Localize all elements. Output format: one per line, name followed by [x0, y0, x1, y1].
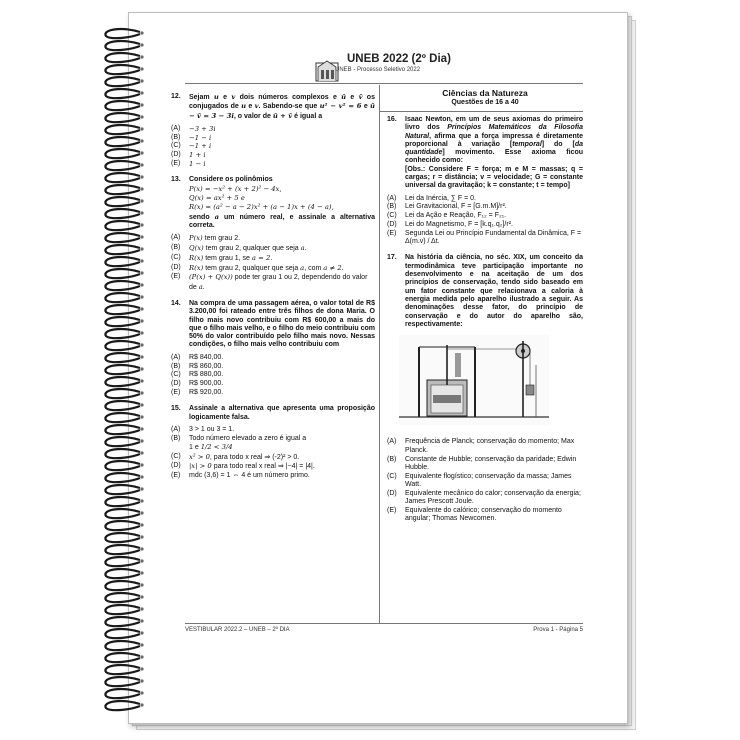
question-text: Na compra de uma passagem aérea, o valor total de R$ 3.200,00 foi rateado entre três filhos de dona Maria. O filho mais novo contribuiu com R$ 600,00 a mais do que o filho mais velho, e o filho do meio contribuiu com 50% do valor contribuído pelo filho mais novo. Nessas condições, o filho mais velho contribuiu com — [189, 299, 375, 349]
spiral-coil — [105, 185, 140, 194]
spiral-coil — [105, 293, 140, 302]
question-number: 17. — [387, 254, 397, 262]
spiral-coil — [105, 77, 140, 86]
spiral-coil — [105, 257, 140, 266]
binding-hole — [140, 607, 143, 610]
spiral-coil — [105, 701, 140, 710]
option-letter: (A) — [171, 425, 181, 433]
spiral-coil — [105, 389, 140, 398]
spiral-binding — [96, 14, 156, 714]
spiral-coil — [105, 245, 140, 254]
option-c — [387, 212, 583, 220]
question-number: 12. — [171, 93, 181, 100]
option-c — [387, 473, 583, 490]
option-text: 1 − i — [189, 160, 206, 169]
spiral-coil — [105, 317, 140, 326]
question-text — [189, 176, 375, 230]
option-letter: (A) — [171, 353, 181, 361]
spiral-coil — [105, 677, 140, 686]
option-letter: (B) — [387, 455, 397, 463]
option-letter: (E) — [171, 273, 181, 281]
option-d — [171, 151, 375, 159]
binding-hole — [140, 463, 143, 466]
exam-page — [128, 12, 628, 724]
binding-hole — [140, 259, 143, 262]
spiral-coil — [105, 341, 140, 350]
spiral-coil — [105, 689, 140, 698]
option-letter: (C) — [171, 253, 181, 261]
question-text: Isaac Newton, em um de seus axiomas do primeiro livro dos Princípios Matemáticos da Filosofia Natural, afirma que a força impressa é diretamente proporcional à variação [temporal] do [da quantidade] movimento. Esse axioma ficou conhecido como: [Obs.: Considere F = força; m e M = massas; q = cargas; r = distância; v = velocidade; G = constante universal da gravitação; k = constante; t = tempo] — [405, 116, 584, 190]
question-text: Sejam u e v dois números complexos e ū e v̄ os conjugados de u e v. Sabendo-se que u² − v² = 6 e ū − v̄ = 3 − 3i, o valor de ū + v̄ é igual a — [189, 93, 375, 120]
binding-hole — [140, 79, 143, 82]
option-b — [171, 363, 375, 371]
bottom-rule — [185, 623, 583, 624]
option-letter: (D) — [387, 221, 397, 229]
option-a — [171, 426, 375, 434]
option-text: Q(x) tem grau 2, qualquer que seja a. — [189, 243, 307, 252]
option-a — [171, 125, 375, 133]
option-text: x² > 0, para todo x real ⇒ (-2)² > 0. — [189, 452, 300, 461]
spiral-coil — [105, 605, 140, 614]
spiral-coil — [105, 233, 140, 242]
binding-hole — [140, 139, 143, 142]
option-c — [171, 254, 375, 263]
binding-hole — [140, 115, 143, 118]
option-e — [171, 160, 375, 168]
option-d — [171, 462, 375, 471]
option-c — [171, 142, 375, 150]
binding-hole — [140, 319, 143, 322]
section-rule — [379, 111, 583, 112]
options-q12 — [171, 125, 375, 168]
option-letter: (D) — [171, 380, 181, 388]
binding-hole — [140, 211, 143, 214]
spiral-coil — [105, 629, 140, 638]
option-letter: (B) — [171, 362, 181, 370]
spiral-coil — [105, 329, 140, 338]
binding-hole — [140, 367, 143, 370]
options-q14 — [171, 354, 375, 397]
spiral-coil — [105, 413, 140, 422]
question-16 — [387, 116, 583, 191]
option-letter: (C) — [171, 142, 181, 150]
option-b — [171, 134, 375, 142]
option-letter: (A) — [171, 234, 181, 242]
question-text: Assinale a alternativa que apresenta uma proposição logicamente falsa. — [189, 405, 375, 421]
binding-hole — [140, 163, 143, 166]
question-number: 15. — [171, 405, 181, 413]
spiral-coil — [105, 533, 140, 542]
binding-hole — [140, 559, 143, 562]
option-text: R$ 900,00. — [189, 380, 224, 388]
option-a — [387, 438, 583, 455]
spiral-coil — [105, 617, 140, 626]
binding-hole — [140, 511, 143, 514]
spiral-coil — [105, 653, 140, 662]
option-e — [171, 389, 375, 397]
spiral-coil — [105, 53, 140, 62]
section-title: Ciências da Natureza — [442, 88, 528, 98]
binding-hole — [140, 43, 143, 46]
right-column — [387, 89, 583, 524]
column-divider — [379, 85, 380, 623]
option-text: Todo número elevado a zero é igual a 1 e 1/2 < 3/4 — [189, 434, 307, 451]
spiral-coil — [105, 41, 140, 50]
option-letter: (E) — [171, 388, 181, 396]
spiral-coil — [105, 209, 140, 218]
option-letter: (A) — [387, 438, 397, 446]
spiral-coil — [105, 365, 140, 374]
option-letter: (D) — [171, 462, 181, 470]
spiral-coil — [105, 545, 140, 554]
option-text: 3 > 1 ou 3 = 1. — [189, 425, 235, 433]
binding-hole — [140, 655, 143, 658]
question-13 — [171, 176, 375, 230]
spiral-coil — [105, 137, 140, 146]
binding-hole — [140, 391, 143, 394]
option-text: |x| > 0 para todo real x real ⇒ |−4| = |4|. — [189, 462, 315, 471]
binding-hole — [140, 247, 143, 250]
option-text: Equivalente do calórico; conservação do momento angular; Thomas Newcomen. — [405, 506, 562, 523]
question-number: 16. — [387, 116, 397, 123]
spiral-coil — [105, 581, 140, 590]
option-letter: (A) — [387, 194, 397, 202]
spiral-coil — [105, 641, 140, 650]
spiral-coil — [105, 377, 140, 386]
footer-page-number: Prova 1 - Página 5 — [533, 627, 583, 633]
option-letter: (E) — [387, 229, 397, 237]
spiral-coil — [105, 557, 140, 566]
spiral-coil — [105, 569, 140, 578]
binding-hole — [140, 235, 143, 238]
option-c — [171, 371, 375, 379]
spiral-coil — [105, 29, 140, 38]
spiral-coil — [105, 173, 140, 182]
option-letter: (B) — [171, 243, 181, 251]
question-15 — [171, 405, 375, 422]
option-letter: (B) — [171, 133, 181, 141]
question-number: 13. — [171, 176, 181, 184]
options-q16 — [387, 195, 583, 247]
option-a — [171, 354, 375, 362]
option-letter: (D) — [387, 489, 397, 497]
options-q17 — [387, 438, 583, 523]
spiral-coil — [105, 113, 140, 122]
option-text: R(x) tem grau 1, se a = 2. — [189, 253, 273, 262]
spiral-coil — [105, 425, 140, 434]
spiral-coil — [105, 593, 140, 602]
binding-hole — [140, 619, 143, 622]
polynomial-q: Q(x) = ax² + 5 e — [189, 193, 245, 202]
option-c — [171, 453, 375, 462]
binding-hole — [140, 223, 143, 226]
option-e — [171, 273, 375, 292]
option-text: −1 − i — [189, 133, 212, 142]
binding-hole — [140, 31, 143, 34]
binding-hole — [140, 403, 143, 406]
question-17 — [387, 254, 583, 329]
polynomial-r: R(x) = (a² − a − 2)x² + (a − 1)x + (4 − a), — [189, 203, 334, 212]
option-text: Lei do Magnetismo, F = [k.q₁.q₂]/r². — [405, 221, 513, 229]
option-text: Equivalente mecânico do calor; conservação da energia; James Prescott Joule. — [405, 489, 581, 505]
top-rule — [185, 83, 583, 84]
page-title: UNEB 2022 (2º Dia) — [347, 53, 451, 65]
spiral-coil — [105, 221, 140, 230]
binding-hole — [140, 475, 143, 478]
spiral-coil — [105, 473, 140, 482]
binding-hole — [140, 427, 143, 430]
binding-hole — [140, 439, 143, 442]
spiral-coil — [105, 89, 140, 98]
options-q15 — [171, 426, 375, 481]
option-e — [171, 472, 375, 480]
option-letter: (C) — [387, 472, 397, 480]
spiral-coil — [105, 665, 140, 674]
option-letter: (E) — [387, 506, 397, 514]
binding-hole — [140, 187, 143, 190]
option-letter: (A) — [171, 124, 181, 132]
binding-hole — [140, 295, 143, 298]
binding-hole — [140, 643, 143, 646]
question-text-intro: Considere os polinômios — [189, 176, 273, 184]
question-number: 14. — [171, 299, 181, 307]
option-text: Lei da Inércia, ∑ F = 0. — [405, 194, 476, 202]
section-subtitle: Questões de 16 a 40 — [451, 99, 519, 106]
binding-hole — [140, 487, 143, 490]
binding-hole — [140, 667, 143, 670]
binding-hole — [140, 499, 143, 502]
spiral-coil — [105, 401, 140, 410]
option-text: R$ 920,00. — [189, 388, 224, 396]
option-d — [171, 380, 375, 388]
option-e — [387, 507, 583, 524]
option-letter: (E) — [171, 160, 181, 168]
binding-hole — [140, 451, 143, 454]
option-text: −1 + i — [189, 142, 212, 151]
binding-hole — [140, 151, 143, 154]
option-b — [171, 435, 375, 453]
spiral-coil — [105, 269, 140, 278]
option-text: Constante de Hubble; conservação da paridade; Edwin Hubble. — [405, 455, 577, 471]
option-b — [387, 203, 583, 211]
spiral-coil — [105, 521, 140, 530]
spiral-coil — [105, 449, 140, 458]
spiral-coil — [105, 509, 140, 518]
binding-hole — [140, 523, 143, 526]
binding-hole — [140, 199, 143, 202]
option-text: Frequência de Planck; conservação do momento; Max Planck. — [405, 438, 575, 454]
spiral-coil — [105, 305, 140, 314]
option-text: R$ 840,00. — [189, 353, 224, 361]
spiral-coil — [105, 353, 140, 362]
binding-hole — [140, 583, 143, 586]
option-letter: (B) — [171, 434, 181, 442]
option-letter: (C) — [171, 371, 181, 379]
option-letter: (D) — [171, 151, 181, 159]
question-12 — [171, 93, 375, 121]
spiral-coil — [105, 497, 140, 506]
option-letter: (E) — [171, 472, 181, 480]
option-text: −3 + 3i — [189, 124, 216, 133]
spiral-coil — [105, 101, 140, 110]
binding-hole — [140, 547, 143, 550]
option-text: R(x) tem grau 2, qualquer que seja a, com a ≠ 2. — [189, 263, 344, 272]
spiral-coil — [105, 125, 140, 134]
option-d — [171, 264, 375, 273]
option-d — [387, 490, 583, 507]
binding-hole — [140, 595, 143, 598]
options-q13 — [171, 234, 375, 292]
binding-hole — [140, 355, 143, 358]
binding-hole — [140, 331, 143, 334]
binding-hole — [140, 103, 143, 106]
binding-hole — [140, 703, 143, 706]
binding-hole — [140, 175, 143, 178]
option-text: mdc (3,6) = 1 ⇔ 4 é um número primo. — [189, 472, 310, 480]
left-column — [171, 89, 375, 481]
option-letter: (B) — [387, 203, 397, 211]
option-a — [171, 234, 375, 243]
question-14 — [171, 300, 375, 350]
binding-hole — [140, 691, 143, 694]
option-b — [387, 456, 583, 473]
option-text: R$ 880,00. — [189, 371, 224, 379]
binding-hole — [140, 631, 143, 634]
option-text: Lei Gravitacional, F = [G.m.M]/r². — [405, 203, 507, 211]
binding-hole — [140, 415, 143, 418]
question-text: Na história da ciência, no séc. XIX, um conceito da termodinâmica teve participação importante no desenvolvimento e na aceitação de um dos princípios de conservação, tendo sido baseado em um fator constante que relacionava a caloria à energia medida pelo aparelho ilustrado a seguir. As denominações desse fator, do princípio de conservação e do autor do aparelho são, respectivamente: — [405, 254, 583, 328]
spiral-coil — [105, 161, 140, 170]
option-letter: (C) — [171, 452, 181, 460]
binding-hole — [140, 571, 143, 574]
spiral-coil — [105, 485, 140, 494]
page-subtitle: UNEB - Processo Seletivo 2022 — [335, 67, 421, 73]
binding-hole — [140, 271, 143, 274]
footer-left: VESTIBULAR 2022.2 – UNEB – 2º DIA — [185, 627, 290, 633]
binding-hole — [140, 535, 143, 538]
binding-hole — [140, 283, 143, 286]
spiral-coil — [105, 149, 140, 158]
option-letter: (D) — [171, 263, 181, 271]
option-letter: (C) — [387, 212, 397, 220]
option-text: R$ 860,00. — [189, 362, 224, 370]
polynomial-p: P(x) = −x² + (x + 2)² − 4x, — [189, 184, 282, 193]
spiral-coil — [105, 437, 140, 446]
option-text: (P(x) + Q(x)) pode ter grau 1 ou 2, dependendo do valor de a. — [189, 273, 368, 291]
binding-hole — [140, 307, 143, 310]
binding-hole — [140, 55, 143, 58]
spiral-coil — [105, 65, 140, 74]
option-d — [387, 221, 583, 229]
option-text: P(x) tem grau 2. — [189, 234, 241, 243]
question-text-end: sendo a um número real, e assinale a alternativa correta. — [189, 212, 375, 229]
joule-apparatus-illustration — [399, 335, 549, 425]
option-b — [171, 244, 375, 253]
binding-hole — [140, 67, 143, 70]
option-e — [387, 230, 583, 247]
option-a — [387, 195, 583, 203]
option-text: 1 + i — [189, 151, 206, 160]
spiral-coil — [105, 281, 140, 290]
binding-hole — [140, 91, 143, 94]
spiral-coil — [105, 197, 140, 206]
option-text: Segunda Lei ou Princípio Fundamental da Dinâmica, F = Δ(m.v) / Δt. — [405, 229, 582, 246]
binding-hole — [140, 127, 143, 130]
binding-hole — [140, 379, 143, 382]
spiral-coil — [105, 461, 140, 470]
option-text: Lei da Ação e Reação, F₁₂ = F₂₁. — [405, 212, 507, 220]
binding-hole — [140, 343, 143, 346]
binding-hole — [140, 679, 143, 682]
option-text: Equivalente flogístico; conservação da massa; James Watt. — [405, 472, 572, 488]
